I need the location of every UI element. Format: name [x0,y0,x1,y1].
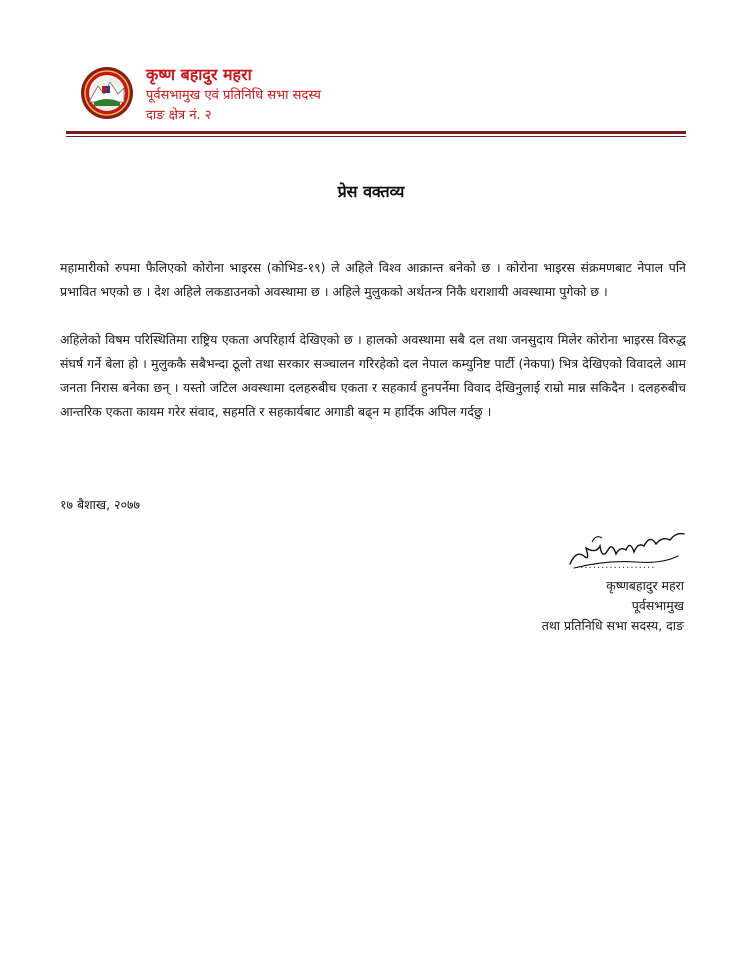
letterhead-constituency: दाङ क्षेत्र नं. २ [146,108,212,123]
document-date: १७ बैशाख, २०७७ [60,497,141,512]
letterhead [80,62,680,126]
header-divider-thin [66,136,686,137]
signatory-title-2: तथा प्रतिनिधि सभा सदस्य, दाङ [541,618,684,633]
letterhead-name: कृष्ण बहादुर महरा [146,65,252,84]
header-divider-thick [66,131,686,134]
letterhead-position: पूर्वसभामुख एवं प्रतिनिधि सभा सदस्य [146,88,321,103]
signature-dotted-line: ................... [576,560,656,571]
signature-block [542,576,684,636]
signatory-name: कृष्णबहादुर महरा [606,578,684,593]
document-title: प्रेस वक्तव्य [337,182,405,201]
signatory-title-1: पूर्वसभामुख [631,598,684,613]
nepal-emblem-icon [80,66,134,120]
body-paragraph-1: महामारीको रुपमा फैलिएको कोरोना भाइरस (कोभिड-१९) ले अहिले विश्व आक्रान्त बनेको छ । कोरोना भाइरस संक्रमणबाट नेपाल पनि प्रभावित भएको छ । देश अहिले लकडाउनको अवस्थामा छ । अहिले मुलुकको अर्थतन्त्र निकै धराशायी अवस्थामा पुगेको छ । [60,260,686,299]
body-paragraph-2: अहिलेको विषम परिस्थितिमा राष्ट्रिय एकता अपरिहार्य देखिएको छ । हालको अवस्थामा सबै दल तथा जनसुदाय मिलेर कोरोना भाइरस विरुद्ध संघर्ष गर्ने बेला हो । मुलुककै सबैभन्दा ठूलो तथा सरकार सञ्चालन गरिरहेको दल नेपाल कम्युनिष्ट पार्टी (नेकपा) भित्र देखिएको विवादले आम जनता निरास बनेका छन् । यस्तो जटिल अवस्थामा दलहरुबीच एकता र सहकार्य हुनपर्नेमा विवाद देखिनुलाई राम्रो मान्न सकिदैन । दलहरुबीच आन्तरिक एकता कायम गरेर संवाद, सहमति र सहकार्यबाट अगाडी बढ्न म हार्दिक अपिल गर्दछु । [60,332,686,419]
